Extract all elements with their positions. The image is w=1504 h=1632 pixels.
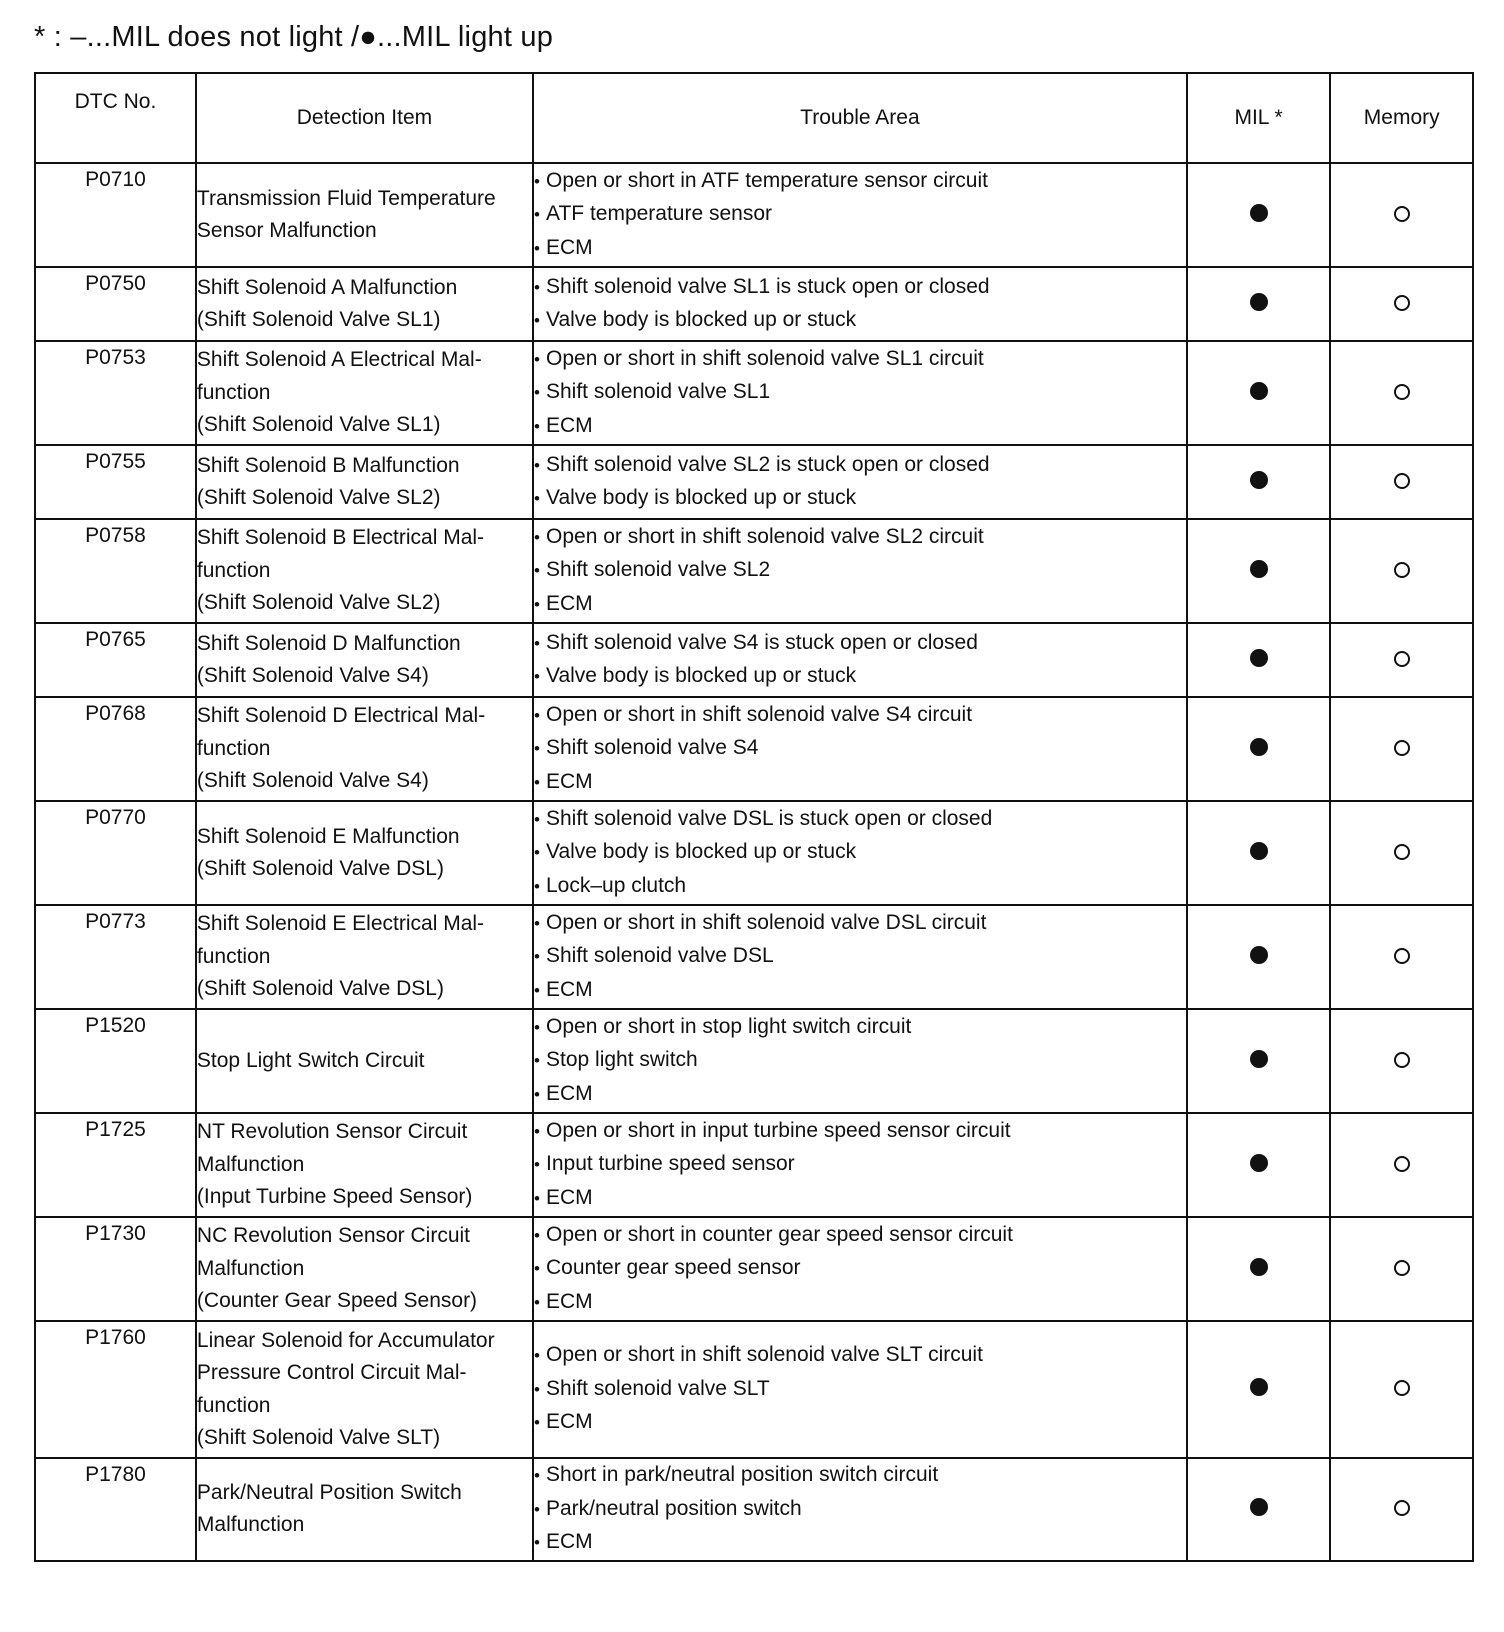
detection-item <box>196 905 533 1009</box>
mil-on-filled-circle-icon <box>1250 738 1268 756</box>
table-row <box>35 1217 1473 1321</box>
header-row <box>35 73 1473 163</box>
dtc-table-body <box>35 163 1473 1561</box>
mil-on-filled-circle-icon <box>1250 1154 1268 1172</box>
mil-cell <box>1187 1217 1331 1321</box>
detection-item-line: (Shift Solenoid Valve DSL) <box>196 977 444 1001</box>
memory-open-circle-icon <box>1394 1500 1410 1516</box>
mil-cell <box>1187 267 1331 341</box>
dtc-code: P0765 <box>35 623 196 697</box>
trouble-area-item: • Park/neutral position switch <box>534 1493 1186 1527</box>
detection-item-line: function <box>196 558 271 582</box>
trouble-area-item: • ECM <box>534 1526 1186 1560</box>
mil-cell <box>1187 905 1331 1009</box>
memory-cell <box>1330 697 1473 801</box>
trouble-area-item: • Shift solenoid valve SL1 is stuck open or closed <box>534 271 1186 305</box>
mil-on-filled-circle-icon <box>1250 293 1268 311</box>
memory-cell <box>1330 905 1473 1009</box>
detection-item <box>196 1217 533 1321</box>
trouble-area <box>533 905 1187 1009</box>
trouble-area <box>533 341 1187 445</box>
trouble-area-item: • Open or short in stop light switch circuit <box>534 1011 1186 1045</box>
dtc-code: P1780 <box>35 1458 196 1561</box>
detection-item <box>196 1009 533 1113</box>
mil-cell <box>1187 623 1331 697</box>
mil-on-filled-circle-icon <box>1250 1258 1268 1276</box>
trouble-area-item: • ECM <box>534 1406 1186 1440</box>
table-row <box>35 697 1473 801</box>
detection-item-line: function <box>196 1393 271 1417</box>
detection-item-line: (Shift Solenoid Valve S4) <box>196 769 429 793</box>
mil-cell <box>1187 341 1331 445</box>
detection-item-line: Stop Light Switch Circuit <box>196 1048 425 1072</box>
trouble-area-item: • Valve body is blocked up or stuck <box>534 304 1186 338</box>
memory-open-circle-icon <box>1394 740 1410 756</box>
detection-item-line: (Shift Solenoid Valve SL2) <box>196 486 441 509</box>
trouble-area <box>533 1321 1187 1458</box>
mil-cell <box>1187 163 1331 267</box>
detection-item-line: (Shift Solenoid Valve SL1) <box>196 413 441 437</box>
memory-open-circle-icon <box>1394 1260 1410 1276</box>
memory-cell <box>1330 1009 1473 1113</box>
detection-item-line: Malfunction <box>196 1256 305 1280</box>
dtc-code: P0710 <box>35 163 196 267</box>
detection-item <box>196 1321 533 1458</box>
memory-cell <box>1330 1113 1473 1217</box>
header-mil: MIL * <box>1187 73 1331 163</box>
mil-on-filled-circle-icon <box>1250 649 1268 667</box>
detection-item <box>196 519 533 623</box>
detection-item-line: function <box>196 944 271 968</box>
mil-cell <box>1187 1009 1331 1113</box>
table-row <box>35 801 1473 905</box>
mil-on-filled-circle-icon <box>1250 560 1268 578</box>
detection-item-line: Shift Solenoid B Electrical Mal- <box>196 526 485 550</box>
trouble-area-item: • ECM <box>534 974 1186 1008</box>
memory-cell <box>1330 163 1473 267</box>
trouble-area-item: • Stop light switch <box>534 1044 1186 1078</box>
detection-item-line: (Shift Solenoid Valve SL1) <box>196 308 441 331</box>
mil-on-filled-circle-icon <box>1250 1378 1268 1396</box>
trouble-area-item: • Open or short in ATF temperature sensor circuit <box>534 165 1186 199</box>
trouble-area-item: • ECM <box>534 588 1186 622</box>
table-row <box>35 519 1473 623</box>
dtc-code: P0753 <box>35 341 196 445</box>
trouble-area-item: • ECM <box>534 1286 1186 1320</box>
trouble-area-item: • Short in park/neutral position switch circuit <box>534 1459 1186 1493</box>
header-memory: Memory <box>1330 73 1473 163</box>
detection-item-line: NT Revolution Sensor Circuit <box>196 1120 468 1144</box>
mil-on-filled-circle-icon <box>1250 471 1268 489</box>
trouble-area-item: • Shift solenoid valve S4 is stuck open or closed <box>534 627 1186 661</box>
detection-item-line: (Counter Gear Speed Sensor) <box>196 1289 478 1313</box>
detection-item-line: function <box>196 380 271 404</box>
mil-cell <box>1187 697 1331 801</box>
mil-on-filled-circle-icon <box>1250 382 1268 400</box>
trouble-area <box>533 697 1187 801</box>
trouble-area-item: • Open or short in shift solenoid valve DSL circuit <box>534 907 1186 941</box>
memory-open-circle-icon <box>1394 651 1410 667</box>
memory-open-circle-icon <box>1394 295 1410 311</box>
memory-open-circle-icon <box>1394 948 1410 964</box>
table-row <box>35 267 1473 341</box>
table-row <box>35 1321 1473 1458</box>
dtc-code: P0773 <box>35 905 196 1009</box>
table-row <box>35 1009 1473 1113</box>
trouble-area-item: • Shift solenoid valve SLT <box>534 1373 1186 1407</box>
detection-item-line: Shift Solenoid A Malfunction <box>196 275 458 299</box>
trouble-area <box>533 1009 1187 1113</box>
trouble-area <box>533 1458 1187 1561</box>
detection-item <box>196 801 533 905</box>
memory-cell <box>1330 519 1473 623</box>
trouble-area <box>533 163 1187 267</box>
trouble-area-item: • Open or short in counter gear speed sensor circuit <box>534 1219 1186 1253</box>
trouble-area-item: • Valve body is blocked up or stuck <box>534 482 1186 516</box>
memory-cell <box>1330 267 1473 341</box>
trouble-area <box>533 1217 1187 1321</box>
memory-open-circle-icon <box>1394 844 1410 860</box>
table-row <box>35 163 1473 267</box>
detection-item <box>196 1113 533 1217</box>
detection-item-line: Shift Solenoid D Electrical Mal- <box>196 704 486 728</box>
detection-item <box>196 697 533 801</box>
memory-open-circle-icon <box>1394 1380 1410 1396</box>
detection-item <box>196 267 533 341</box>
table-row <box>35 1458 1473 1561</box>
detection-item <box>196 623 533 697</box>
mil-cell <box>1187 519 1331 623</box>
trouble-area-item: • Shift solenoid valve DSL is stuck open or closed <box>534 803 1186 837</box>
memory-cell <box>1330 623 1473 697</box>
trouble-area-item: • Open or short in shift solenoid valve SL1 circuit <box>534 343 1186 377</box>
mil-cell <box>1187 801 1331 905</box>
mil-on-filled-circle-icon <box>1250 1498 1268 1516</box>
detection-item <box>196 1458 533 1561</box>
table-row <box>35 623 1473 697</box>
trouble-area-item: • ATF temperature sensor <box>534 198 1186 232</box>
detection-item-line: (Shift Solenoid Valve SL2) <box>196 591 441 615</box>
trouble-area <box>533 623 1187 697</box>
detection-item-line: (Shift Solenoid Valve DSL) <box>196 857 444 880</box>
trouble-area <box>533 267 1187 341</box>
table-row <box>35 445 1473 519</box>
trouble-area-item: • Shift solenoid valve S4 <box>534 732 1186 766</box>
dtc-code: P1730 <box>35 1217 196 1321</box>
legend: * : –...MIL does not light /●...MIL light up <box>34 21 554 53</box>
dtc-code: P1520 <box>35 1009 196 1113</box>
dtc-table <box>34 72 1474 1562</box>
memory-open-circle-icon <box>1394 562 1410 578</box>
detection-item-line: Shift Solenoid B Malfunction <box>196 453 460 477</box>
mil-on-filled-circle-icon <box>1250 204 1268 222</box>
detection-item-line: (Shift Solenoid Valve SLT) <box>196 1426 441 1449</box>
trouble-area <box>533 801 1187 905</box>
trouble-area-item: • ECM <box>534 410 1186 444</box>
memory-open-circle-icon <box>1394 384 1410 400</box>
detection-item-line: Pressure Control Circuit Mal- <box>196 1361 467 1384</box>
detection-item-line: Transmission Fluid Temperature <box>196 186 496 210</box>
trouble-area <box>533 445 1187 519</box>
trouble-area-item: • ECM <box>534 232 1186 266</box>
trouble-area-item: • Shift solenoid valve SL2 is stuck open or closed <box>534 449 1186 483</box>
trouble-area-item: • Open or short in input turbine speed sensor circuit <box>534 1115 1186 1149</box>
dtc-code: P1760 <box>35 1321 196 1458</box>
trouble-area-item: • Open or short in shift solenoid valve S4 circuit <box>534 699 1186 733</box>
detection-item-line: Shift Solenoid A Electrical Mal- <box>196 348 482 372</box>
table-row <box>35 341 1473 445</box>
trouble-area-item: • Input turbine speed sensor <box>534 1148 1186 1182</box>
detection-item <box>196 445 533 519</box>
table-row <box>35 1113 1473 1217</box>
table-row <box>35 905 1473 1009</box>
memory-cell <box>1330 801 1473 905</box>
memory-cell <box>1330 445 1473 519</box>
memory-open-circle-icon <box>1394 473 1410 489</box>
trouble-area <box>533 519 1187 623</box>
header-dtc-no: DTC No. <box>35 73 196 163</box>
detection-item-line: Malfunction <box>196 1152 305 1176</box>
mil-cell <box>1187 1113 1331 1217</box>
memory-cell <box>1330 341 1473 445</box>
trouble-area <box>533 1113 1187 1217</box>
detection-item-line: Linear Solenoid for Accumulator <box>196 1328 495 1352</box>
header-trouble-area: Trouble Area <box>533 73 1187 163</box>
trouble-area-item: • Shift solenoid valve SL2 <box>534 554 1186 588</box>
trouble-area-item: • Counter gear speed sensor <box>534 1252 1186 1286</box>
detection-item-line: Sensor Malfunction <box>196 219 377 242</box>
trouble-area-item: • Open or short in shift solenoid valve SLT circuit <box>534 1339 1186 1373</box>
dtc-code: P0770 <box>35 801 196 905</box>
detection-item-line: (Shift Solenoid Valve S4) <box>196 664 429 687</box>
mil-cell <box>1187 1458 1331 1561</box>
dtc-code: P0750 <box>35 267 196 341</box>
trouble-area-item: • ECM <box>534 1182 1186 1216</box>
memory-open-circle-icon <box>1394 206 1410 222</box>
trouble-area-item: • ECM <box>534 766 1186 800</box>
mil-on-filled-circle-icon <box>1250 946 1268 964</box>
trouble-area-item: • ECM <box>534 1078 1186 1112</box>
memory-cell <box>1330 1217 1473 1321</box>
dtc-code: P0768 <box>35 697 196 801</box>
detection-item-line: Malfunction <box>196 1513 305 1537</box>
dtc-code: P0758 <box>35 519 196 623</box>
trouble-area-item: • Valve body is blocked up or stuck <box>534 660 1186 694</box>
mil-cell <box>1187 1321 1331 1458</box>
trouble-area-item: • Valve body is blocked up or stuck <box>534 836 1186 870</box>
dtc-code: P1725 <box>35 1113 196 1217</box>
trouble-area-item: • Shift solenoid valve DSL <box>534 940 1186 974</box>
detection-item <box>196 341 533 445</box>
detection-item-line: (Input Turbine Speed Sensor) <box>196 1185 473 1209</box>
mil-on-filled-circle-icon <box>1250 842 1268 860</box>
trouble-area-item: • Open or short in shift solenoid valve SL2 circuit <box>534 521 1186 555</box>
detection-item <box>196 163 533 267</box>
detection-item-line: Shift Solenoid E Malfunction <box>196 824 460 848</box>
mil-on-filled-circle-icon <box>1250 1050 1268 1068</box>
detection-item-line: Shift Solenoid D Malfunction <box>196 631 461 655</box>
mil-cell <box>1187 445 1331 519</box>
detection-item-line: NC Revolution Sensor Circuit <box>196 1224 471 1248</box>
dtc-code: P0755 <box>35 445 196 519</box>
detection-item-line: Shift Solenoid E Electrical Mal- <box>196 912 485 936</box>
detection-item-line: Park/Neutral Position Switch <box>196 1480 462 1504</box>
trouble-area-item: • Shift solenoid valve SL1 <box>534 376 1186 410</box>
memory-cell <box>1330 1458 1473 1561</box>
memory-open-circle-icon <box>1394 1156 1410 1172</box>
header-detection-item: Detection Item <box>196 73 533 163</box>
memory-cell <box>1330 1321 1473 1458</box>
trouble-area-item: • Lock–up clutch <box>534 870 1186 904</box>
memory-open-circle-icon <box>1394 1052 1410 1068</box>
detection-item-line: function <box>196 736 271 760</box>
